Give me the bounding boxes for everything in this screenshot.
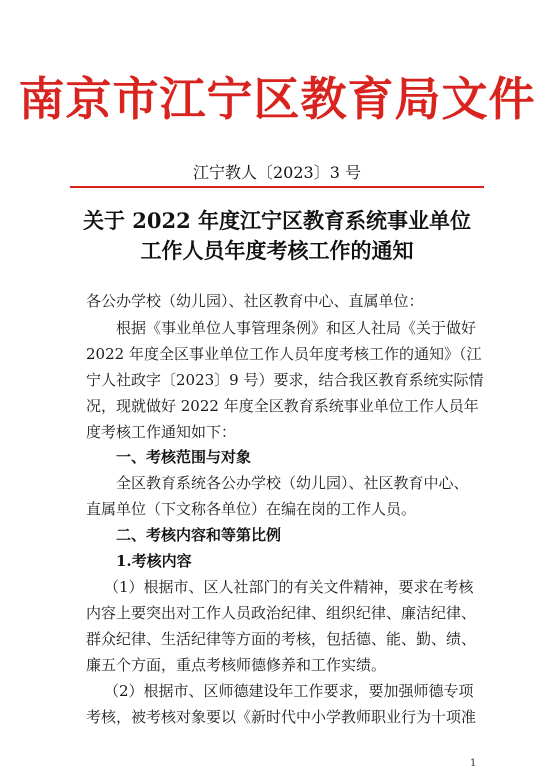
intro-line: 度考核工作通知如下： [86,423,237,441]
paragraph-line: 廉五个方面，重点考核师德修养和工作实绩。 [86,656,387,674]
document-title-line-2: 工作人员年度考核工作的通知 [140,238,414,263]
paragraph-line: 内容上要突出对工作人员政治纪律、组织纪律、廉洁纪律、 [86,604,477,622]
paragraph-line: 群众纪律、生活纪律等方面的考核，包括德、能、勤、绩、 [86,630,477,648]
page-number: 1 [470,758,477,769]
intro-line: 2022 年度全区事业单位工作人员年度考核工作的通知》（江 [86,345,482,363]
section-text-line: 直属单位（下文称各单位）在编在岗的工作人员。 [86,500,417,518]
paragraph-line: （1）根据市、区人社部门的有关文件精神，要求在考核 [104,578,474,596]
intro-line: 宁人社政字〔2023〕9 号）要求，结合我区教育系统实际情 [86,371,484,389]
document-title-line-1: 关于 2022 年度江宁区教育系统事业单位 [82,208,472,233]
paragraph-line: 考核，被考核对象要以《新时代中小学教师职业行为十项准 [86,708,477,726]
subsection-heading: 1.考核内容 [116,552,192,570]
paragraph-line: （2）根据市、区师德建设年工作要求，要加强师德专项 [104,682,474,700]
section-text-line: 全区教育系统各公办学校（幼儿园）、社区教育中心、 [116,474,469,492]
red-divider-rule [70,186,484,188]
section-heading-scope: 一、考核范围与对象 [116,448,252,466]
document-number: 江宁教人〔2023〕3 号 [193,163,361,182]
section-heading-content: 二、考核内容和等第比例 [116,526,282,544]
intro-line: 根据《事业单位人事管理条例》和区人社局《关于做好 [116,319,477,337]
intro-line: 况，现就做好 2022 年度全区教育系统事业单位工作人员年 [86,397,479,415]
org-header-title: 南京市江宁区教育局文件 [18,72,536,126]
addressee-line: 各公办学校（幼儿园）、社区教育中心、直属单位： [86,292,424,310]
